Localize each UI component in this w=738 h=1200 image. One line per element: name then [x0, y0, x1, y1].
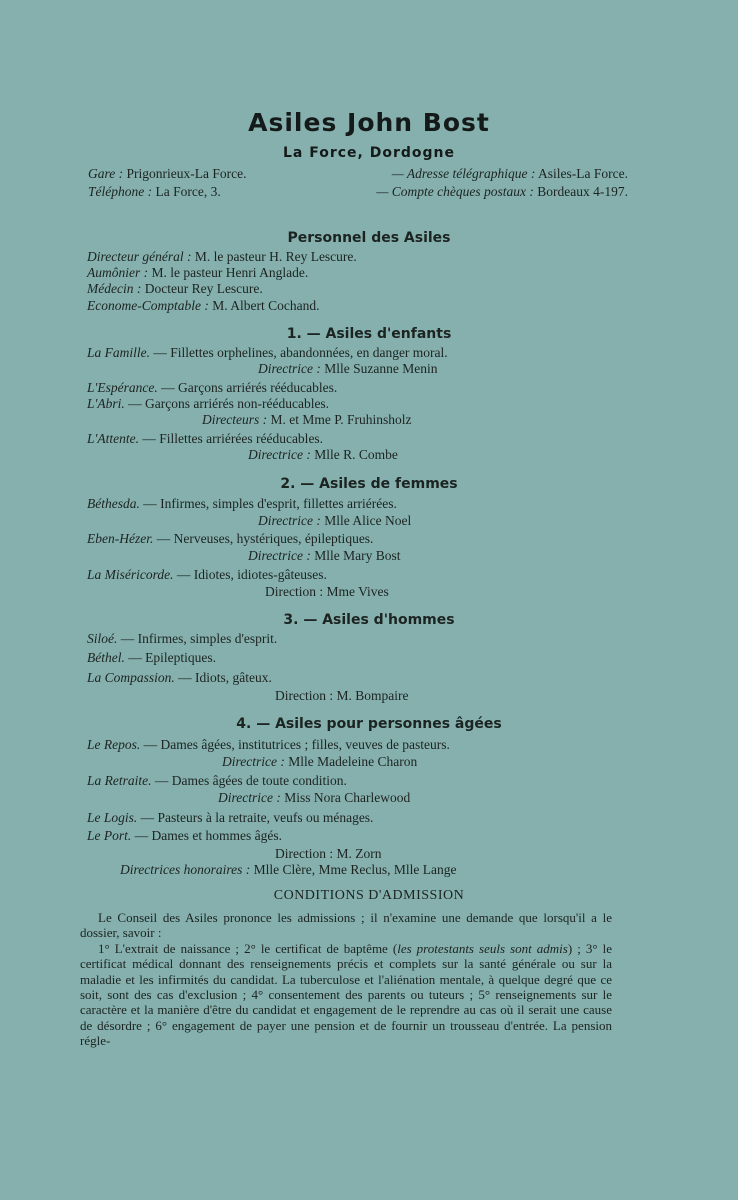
- siloe-line: [87, 631, 277, 647]
- port-name: Le Port.: [87, 828, 132, 843]
- retraite-name: La Retraite.: [87, 773, 152, 788]
- medecin-value: Docteur Rey Lescure.: [144, 281, 263, 296]
- conditions-p2-start: 1° L'extrait de naissance ; 2° le certificat de baptême (: [98, 940, 398, 956]
- retraite-director: [218, 790, 410, 806]
- telephone-label: Téléphone :: [88, 184, 153, 199]
- bethel-desc: — Epileptiques.: [128, 650, 216, 665]
- misericorde-line: [87, 567, 327, 583]
- telephone-value: La Force, 3.: [155, 184, 221, 199]
- section-1-title: 1. — Asiles d'enfants: [286, 326, 452, 342]
- eben-dir-value: Mlle Mary Bost: [314, 548, 401, 563]
- section-3-title: 3. — Asiles d'hommes: [283, 612, 455, 628]
- logis-line: [87, 810, 373, 826]
- bethesda-director: [258, 513, 411, 529]
- eben-director: [248, 548, 400, 564]
- siloe-desc: — Infirmes, simples d'esprit.: [120, 631, 278, 646]
- retraite-desc: — Dames âgées de toute condition.: [154, 773, 347, 788]
- aumonier-line: [87, 265, 308, 281]
- econome-value: M. Albert Cochand.: [212, 298, 320, 313]
- section-4-title: 4. — Asiles pour personnes âgées: [236, 716, 502, 732]
- medecin-label: Médecin :: [87, 281, 142, 296]
- esperance-line: [87, 380, 337, 396]
- esperance-desc: — Garçons arriérés rééducables.: [161, 380, 338, 395]
- eben-line: [87, 531, 373, 547]
- compassion-line: [87, 670, 272, 686]
- contact-line-1: [88, 166, 628, 182]
- bethel-line: [87, 650, 216, 666]
- repos-name: Le Repos.: [87, 737, 141, 752]
- gare-label: Gare :: [88, 166, 124, 181]
- econome-line: [87, 298, 319, 314]
- esperance-name: L'Espérance.: [87, 380, 158, 395]
- famille-dir-label: Directrice :: [258, 361, 321, 376]
- honoraires-line: [120, 862, 456, 878]
- logis-name: Le Logis.: [87, 810, 138, 825]
- port-desc: — Dames et hommes âgés.: [134, 828, 282, 843]
- page-subtitle: La Force, Dordogne: [282, 145, 455, 161]
- directeur-label: Directeur général :: [87, 249, 192, 264]
- repos-director: [222, 754, 417, 770]
- retraite-dir-value: Miss Nora Charlewood: [284, 790, 411, 805]
- conditions-title: CONDITIONS D'ADMISSION: [273, 888, 465, 903]
- directeur-value: M. le pasteur H. Rey Lescure.: [194, 249, 357, 264]
- misericorde-direction: Direction : Mme Vives: [265, 584, 389, 599]
- conditions-p2-end: ) ; 3° le certificat médical donnant des renseignements précis et complets sur la santé générale ou sur la maladie et les infirmités du candidat. La tuberculose et l'aliénation mentale, à quelque degré que ce soit, sont des cas d'exclusion ; 4° consentement des parents ou tuteurs ; 5° renseignements sur le caractère et la manière d'être du candidat et engagement de le reprendre au cas où il serait une cause de désordre ; 6° engagement de payer une pension et de fournir un trousseau d'entrée. La pension régle-: [80, 940, 612, 1049]
- abri-desc: — Garçons arriérés non-rééducables.: [128, 396, 330, 411]
- personnel-title: Personnel des Asiles: [287, 230, 451, 246]
- repos-dir-value: Mlle Madeleine Charon: [288, 754, 418, 769]
- attente-dir-label: Directrice :: [248, 447, 311, 462]
- logis-desc: — Pasteurs à la retraite, veufs ou ménages.: [140, 810, 374, 825]
- compassion-name: La Compassion.: [87, 670, 175, 685]
- directeur-line: [87, 249, 357, 265]
- conditions-paragraph-1: Le Conseil des Asiles prononce les admissions ; il n'examine une demande que lorsqu'il a le dossier, savoir :: [80, 910, 612, 941]
- retraite-line: [87, 773, 347, 789]
- misericorde-name: La Miséricorde.: [87, 567, 174, 582]
- compte-value: Bordeaux 4-197.: [537, 184, 628, 199]
- bethesda-dir-label: Directrice :: [258, 513, 321, 528]
- honoraires-value: Mlle Clère, Mme Reclus, Mlle Lange: [253, 862, 457, 877]
- attente-name: L'Attente.: [87, 431, 140, 446]
- medecin-line: [87, 281, 263, 297]
- port-direction: Direction : M. Zorn: [275, 846, 382, 861]
- aumonier-label: Aumônier :: [87, 265, 149, 280]
- eben-dir-label: Directrice :: [248, 548, 311, 563]
- compassion-desc: — Idiots, gâteux.: [178, 670, 272, 685]
- compassion-direction: Direction : M. Bompaire: [275, 688, 409, 703]
- famille-desc: — Fillettes orphelines, abandonnées, en danger moral.: [153, 345, 448, 360]
- bethel-name: Béthel.: [87, 650, 125, 665]
- conditions-paragraph-2: [80, 941, 612, 1049]
- siloe-name: Siloé.: [87, 631, 118, 646]
- repos-dir-label: Directrice :: [222, 754, 285, 769]
- abri-dir-label: Directeurs :: [202, 412, 268, 427]
- abri-line: [87, 396, 329, 412]
- adresse-value: Asiles-La Force.: [538, 166, 628, 181]
- bethesda-desc: — Infirmes, simples d'esprit, fillettes arriérées.: [143, 496, 397, 511]
- abri-dir-value: M. et Mme P. Fruhinsholz: [270, 412, 412, 427]
- repos-desc: — Dames âgées, institutrices ; filles, veuves de pasteurs.: [143, 737, 450, 752]
- famille-line: [87, 345, 448, 361]
- gare-value: Prigonrieux-La Force.: [126, 166, 247, 181]
- adresse-label: — Adresse télégraphique :: [391, 166, 536, 181]
- bethesda-dir-value: Mlle Alice Noel: [324, 513, 412, 528]
- retraite-dir-label: Directrice :: [218, 790, 281, 805]
- famille-dir-value: Mlle Suzanne Menin: [324, 361, 438, 376]
- attente-director: [248, 447, 398, 463]
- attente-line: [87, 431, 323, 447]
- contact-line-2: [88, 184, 628, 200]
- eben-name: Eben-Hézer.: [87, 531, 154, 546]
- page-title: Asiles John Bost: [248, 108, 490, 137]
- econome-label: Econome-Comptable :: [87, 298, 209, 313]
- famille-name: La Famille.: [87, 345, 150, 360]
- aumonier-value: M. le pasteur Henri Anglade.: [151, 265, 309, 280]
- misericorde-desc: — Idiotes, idiotes-gâteuses.: [176, 567, 327, 582]
- conditions-text: [80, 910, 612, 1049]
- port-line: [87, 828, 282, 844]
- repos-line: [87, 737, 450, 753]
- eben-desc: — Nerveuses, hystériques, épileptiques.: [156, 531, 374, 546]
- bethesda-line: [87, 496, 397, 512]
- abri-director: [202, 412, 412, 428]
- attente-dir-value: Mlle R. Combe: [314, 447, 398, 462]
- bethesda-name: Béthesda.: [87, 496, 140, 511]
- famille-director: [258, 361, 437, 377]
- compte-label: — Compte chèques postaux :: [376, 184, 534, 199]
- section-2-title: 2. — Asiles de femmes: [280, 476, 458, 492]
- attente-desc: — Fillettes arriérées rééducables.: [142, 431, 324, 446]
- conditions-p2-italic: les protestants seuls sont admis: [397, 940, 568, 956]
- honoraires-label: Directrices honoraires :: [120, 862, 251, 877]
- abri-name: L'Abri.: [87, 396, 125, 411]
